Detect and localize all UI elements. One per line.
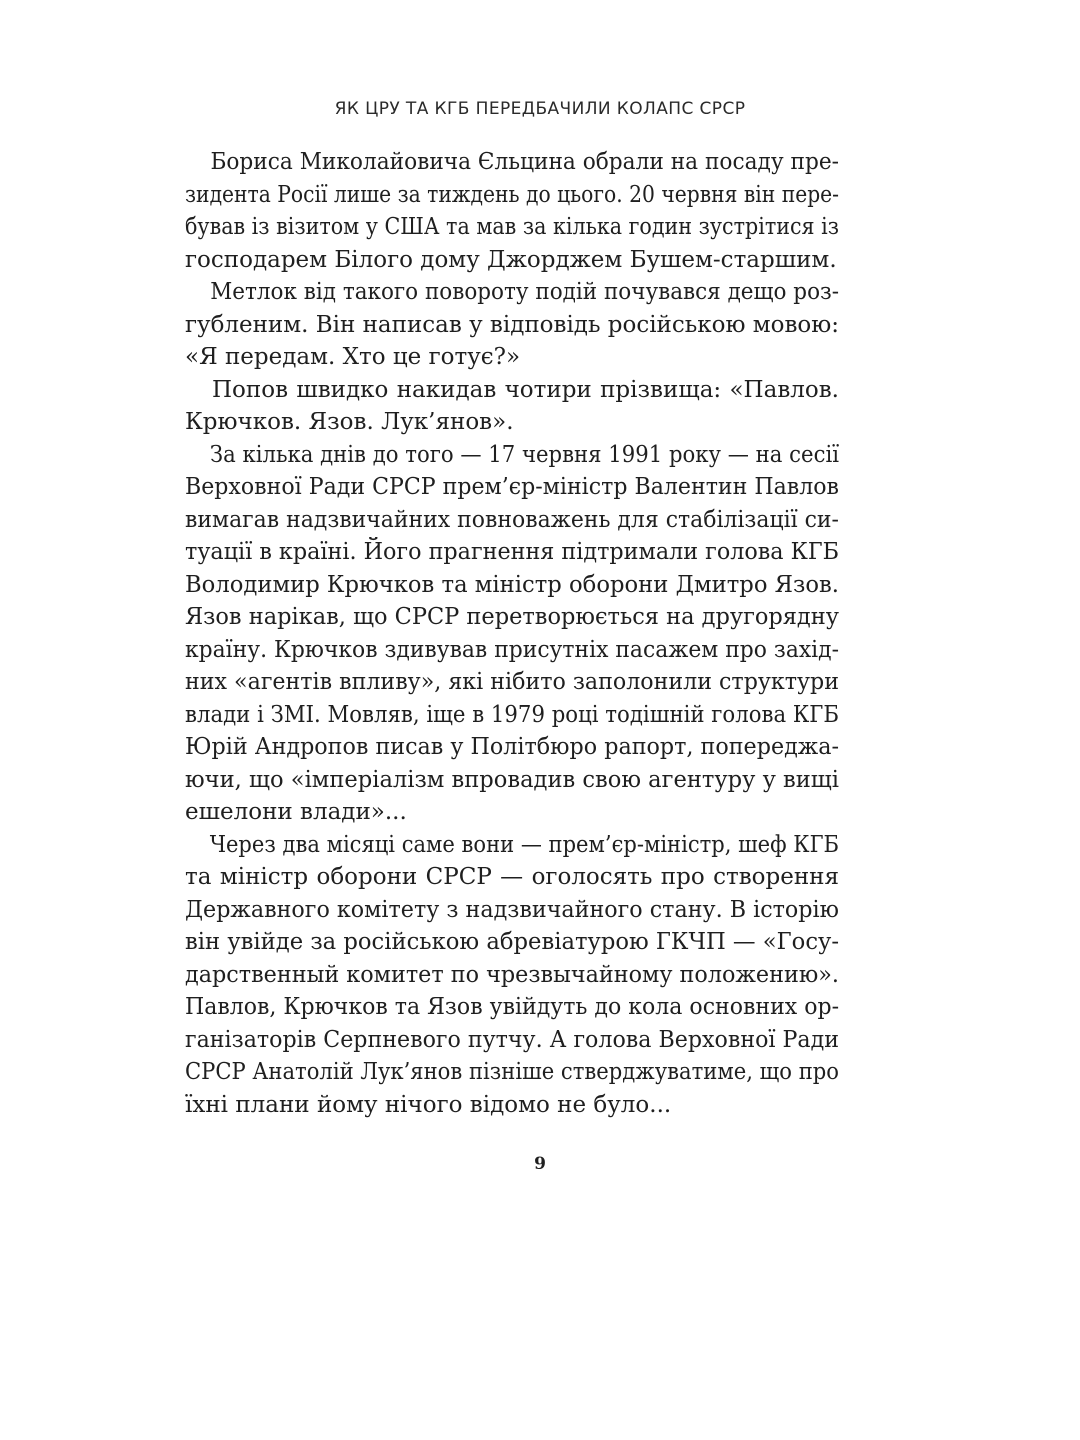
text-line: Бориса Миколайовича Єльцина обрали на посаду пре- (210, 149, 839, 175)
text-line: він увійде за російською абревіатурою ГКЧП — «Госу- (185, 929, 840, 955)
text-line: країну. Крючков здивував присутніх пасажем про захід- (185, 636, 840, 663)
text-line: СРСР Анатолій Лук’янов пізніше стверджуватиме, що про (185, 1059, 839, 1085)
text-line: губленим. Він написав у відповідь російською мовою: (185, 311, 840, 338)
page-number: 9 (534, 1154, 546, 1174)
text-line: та міністр оборони СРСР — оголосять про створення (185, 864, 839, 890)
body-text (185, 146, 839, 1121)
text-line: вимагав надзвичайних повноважень для стабілізації си- (185, 506, 839, 533)
text-line: них «агентів впливу», які нібито заполонили структури (185, 669, 839, 695)
text-line: Через два місяці саме вони — прем’єр-міністр, шеф КГБ (209, 831, 839, 858)
text-line: Метлок від такого повороту подій почувався дещо роз- (210, 279, 840, 305)
text-line: Державного комітету з надзвичайного стану. В історію (185, 896, 839, 923)
text-line: ючи, що «імперіалізм впровадив свою агентуру у вищі (185, 766, 840, 793)
text-line: їхні плани йому нічого відомо не було... (185, 1091, 672, 1118)
text-line: влади і ЗМІ. Мовляв, іще в 1979 році тодішній голова КГБ (185, 701, 839, 728)
text-line: Попов швидко накидав чотири прізвища: «Павлов. (212, 376, 839, 403)
text-line: ешелони влади»... (185, 799, 407, 825)
text-line: господарем Білого дому Джорджем Бушем-старшим. (185, 246, 837, 273)
text-line: туації в країні. Його прагнення підтримали голова КГБ (185, 539, 839, 565)
text-line: Володимир Крючков та міністр оборони Дмитро Язов. (185, 571, 839, 598)
text-line: Язов нарікав, що СРСР перетворюється на другорядну (185, 604, 839, 630)
text-line: Крючков. Язов. Лук’янов». (185, 409, 514, 435)
text-line: дарственный комитет по чрезвычайному положению». (185, 961, 839, 988)
text-line: «Я передам. Хто це готує?» (185, 344, 521, 370)
text-line: Юрій Андропов писав у Політбюро рапорт, попереджа- (185, 734, 839, 760)
text-line: За кілька днів до того — 17 червня 1991 року — на сесії (209, 441, 840, 468)
text-line: Верховної Ради СРСР прем’єр-міністр Валентин Павлов (185, 474, 840, 500)
text-line: Павлов, Крючков та Язов увійдуть до кола основних ор- (185, 994, 840, 1020)
text-line: ганізаторів Серпневого путчу. А голова Верховної Ради (185, 1026, 840, 1053)
text-line: зидента Росії лише за тиждень до цього. 20 червня він пере- (185, 181, 840, 208)
running-head: ЯК ЦРУ ТА КГБ ПЕРЕДБАЧИЛИ КОЛАПС СРСР (334, 99, 746, 119)
text-line: бував із візитом у США та мав за кілька годин зустрітися із (185, 214, 840, 240)
